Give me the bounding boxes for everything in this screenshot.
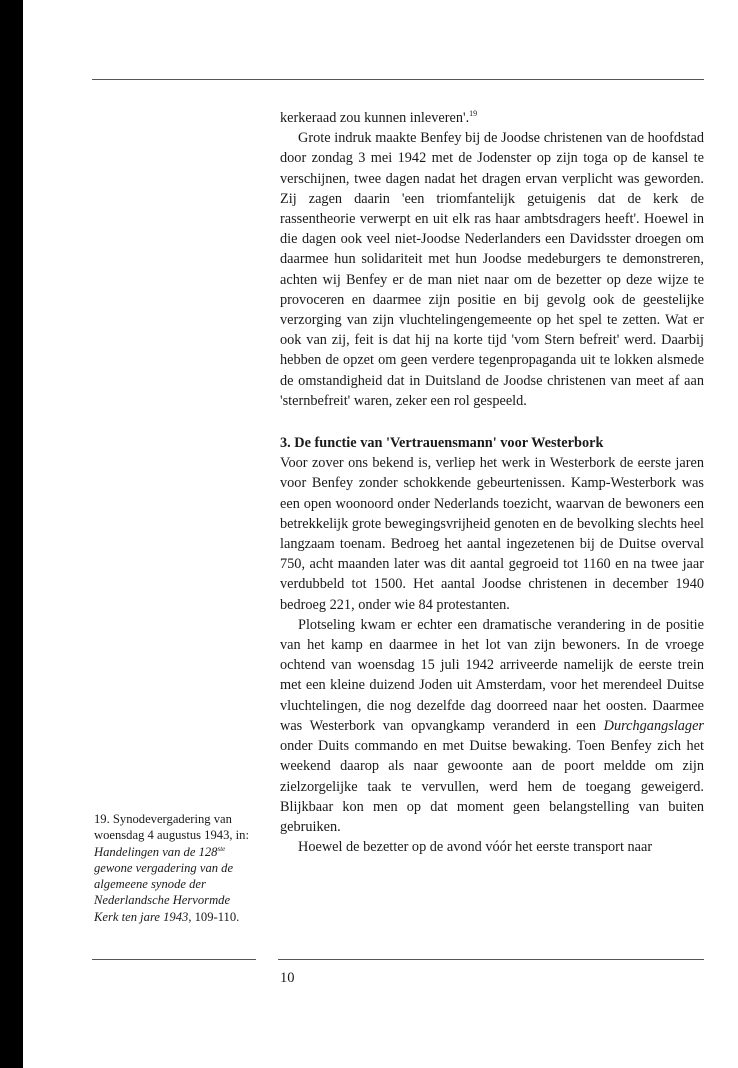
ordinal-suffix: ste xyxy=(217,844,226,853)
page-edge-shadow xyxy=(0,0,23,1068)
italic-term: Durchgangslager xyxy=(603,717,704,734)
footnote-rule xyxy=(92,959,256,960)
main-text-column xyxy=(280,108,704,857)
paragraph-text: onder Duits commando en met Duitse bewaking. Toen Benfey zich het weekend daarop als naar gewoonte aan de poort meldde om zijn zielzorgelijke taak te vervullen, werd hem de toegang geweigerd. Blijkbaar kon men op dat moment geen belangstelling van buiten gebruiken. xyxy=(280,738,704,835)
paragraph-continuation xyxy=(280,108,704,128)
section-heading: 3. De functie van 'Vertrauensmann' voor Westerbork xyxy=(280,435,604,452)
paragraph: Grote indruk maakte Benfey bij de Joodse christenen van de hoofdstad door zondag 3 mei 1942 met de Jodenster op zijn toga op de kansel te verschijnen, twee dagen nadat het dragen ervan verplicht was geworden. Zij zagen daarin 'een triomfantelijk getuigenis dat de kerk de rassentheorie verwerpt en uit elk ras haar ambtsdragers heeft'. Hoewel in die dagen ook veel niet-Joodse Nederlanders een Davidsster droegen om daarmee hun solidariteit met hun Joodse medeburgers te demonstreren, achten wij Benfey er de man niet naar om de bezetter op deze wijze te provoceren en daarmee zijn positie en bij gevolg ook de geestelijke verzorging van zijn vluchtelingengemeente op het spel te zetten. Wat er ook van zij, feit is dat hij na korte tijd 'vom Stern befreit' werd. Daarbij hebben de opzet om geen verdere tegenpropaganda uit te lokken alsmede de omstandigheid dat in Duitsland de Joodse christenen van meet af aan 'sternbefreit' waren, zeker een rol gespeeld. xyxy=(280,130,704,409)
footnote-title-part: gewone vergadering van de algemeene synode der Nederlandsche Hervormde Kerk ten jare 1943, xyxy=(94,860,234,924)
bottom-rule xyxy=(278,959,704,960)
footnote-title-part: Handelingen van de 128 xyxy=(94,844,218,859)
top-rule xyxy=(92,79,704,80)
footnote-pages: 109-110. xyxy=(191,909,240,924)
paragraph-text: kerkeraad zou kunnen inleveren'. xyxy=(280,110,470,126)
paragraph xyxy=(280,615,704,837)
paragraph-text: Plotseling kwam er echter een dramatische verandering in de positie van het kamp en daarmee in het lot van zijn bewoners. In de vroege ochtend van woensdag 15 juli 1942 arriveerde namelijk de eerste trein met een kleine duizend Joden uit Amsterdam, voor het merendeel Duitse vluchtelingen, die nog dezelfde dag doorreed naar het oosten. Daarmee was Westerbork van opvangkamp veranderd in een xyxy=(280,616,704,734)
page-number: 10 xyxy=(280,970,295,986)
paragraph: Voor zover ons bekend is, verliep het werk in Westerbork de eerste jaren voor Benfey zonder schokkende gebeurtenissen. Kamp-Westerbork was een open woonoord onder Nederlands toezicht, waarvan de bewoners een betrekkelijk grote bewegingsvrijheid genoten en de bevolking slechts heel langzaam toenam. Bedroeg het aantal ingezetenen bij de Duitse overval 750, acht maanden later was dit aantal gegroeid tot 1160 en na twee jaar verdubbeld tot 1500. Het aantal Joodse christenen in december 1940 bedroeg 221, onder wie 84 protestanten. xyxy=(280,455,705,613)
footnote-19 xyxy=(94,811,256,925)
paragraph: Hoewel de bezetter op de avond vóór het eerste transport naar xyxy=(298,839,653,856)
footnote-reference: 19 xyxy=(469,109,478,119)
footnote-text: 19. Synodevergadering van woensdag 4 augustus 1943, in: xyxy=(94,812,249,843)
